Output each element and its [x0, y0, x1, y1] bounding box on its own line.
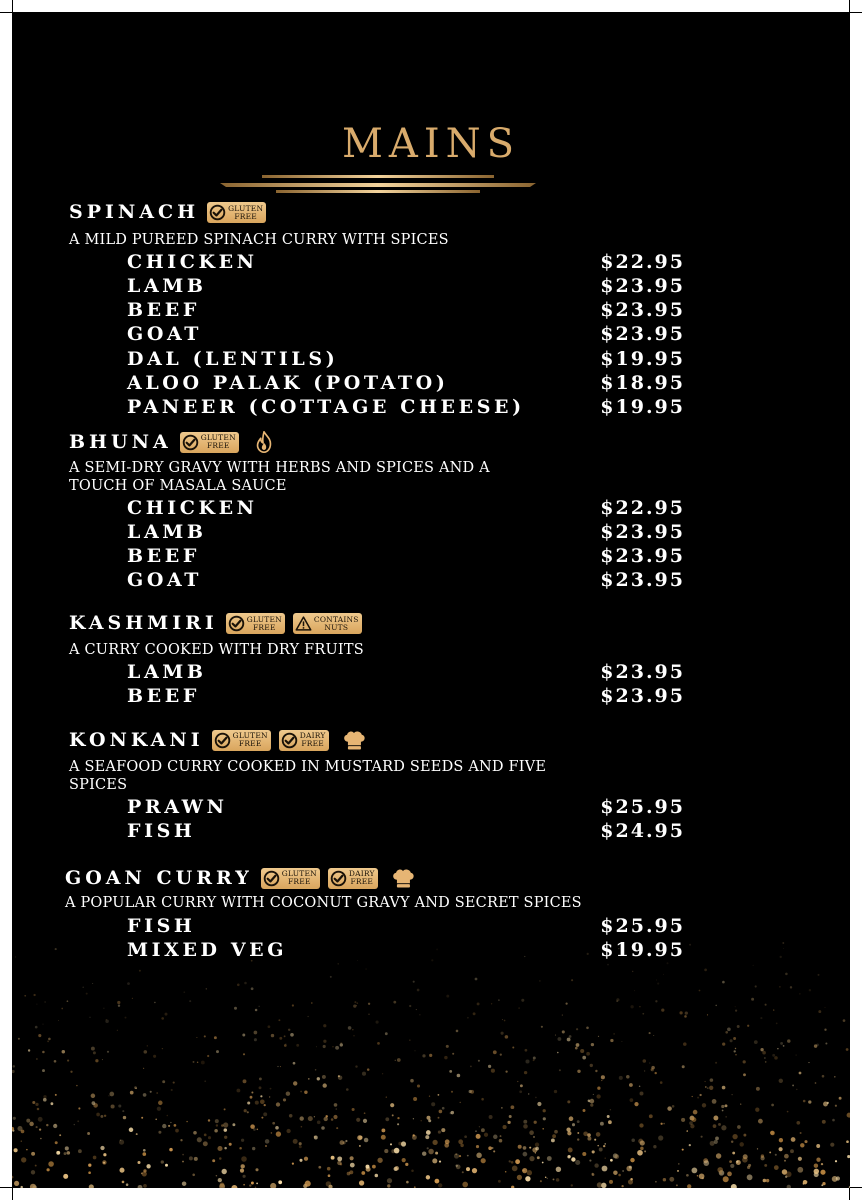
menu-page: [12, 12, 850, 1188]
section-description: A SEAFOOD CURRY COOKED IN MUSTARD SEEDS AND FIVE SPICES: [69, 759, 547, 793]
dairy-free-badge: [279, 730, 329, 751]
item-name: FISH: [127, 819, 196, 842]
section-header: [69, 202, 266, 223]
check-icon: [182, 434, 199, 451]
item-price: $23.95: [600, 323, 685, 346]
badge-label: CONTAINS NUTS: [313, 614, 359, 632]
item-name: MIXED VEG: [127, 938, 288, 961]
item-price: $23.95: [600, 299, 685, 322]
flame-icon: [251, 430, 277, 454]
menu-item: [127, 914, 685, 938]
contains-nuts-badge: [293, 613, 362, 634]
item-price: $25.95: [600, 914, 685, 937]
dairy-free-badge: [328, 868, 378, 889]
item-name: PRAWN: [127, 795, 228, 818]
check-icon: [228, 615, 245, 632]
item-name: BEEF: [127, 684, 200, 707]
section-title: KASHMIRI: [69, 612, 218, 634]
gluten-free-badge: [226, 613, 285, 634]
item-name: LAMB: [127, 274, 207, 297]
item-name: LAMB: [127, 660, 207, 683]
menu-item: [127, 684, 685, 708]
item-name: GOAT: [127, 569, 203, 592]
badge-label: GLUTEN FREE: [246, 614, 282, 632]
item-name: CHICKEN: [127, 496, 258, 519]
menu-item: [127, 520, 685, 544]
menu-item: [127, 795, 685, 819]
gluten-free-badge: [180, 432, 239, 453]
badge-label: GLUTEN FREE: [228, 203, 264, 221]
item-price: $22.95: [600, 250, 685, 273]
badge-label: DAIRY FREE: [299, 731, 326, 748]
warning-icon: [295, 615, 312, 632]
gluten-free-badge: [261, 868, 320, 889]
gold-sparkle-decoration: [12, 938, 850, 1188]
section-title: KONKANI: [69, 728, 204, 751]
item-name: LAMB: [127, 520, 207, 543]
menu-item: [127, 274, 685, 298]
item-price: $24.95: [600, 819, 685, 842]
badge-label: GLUTEN FREE: [281, 869, 317, 886]
check-icon: [214, 732, 231, 749]
menu-item: [127, 372, 685, 396]
menu-item: [127, 250, 685, 274]
badge-label: DAIRY FREE: [348, 869, 375, 886]
check-icon: [330, 870, 347, 887]
menu-item: [127, 819, 685, 843]
gluten-free-badge: [207, 202, 266, 223]
item-price: $25.95: [600, 795, 685, 818]
menu-item: [127, 347, 685, 371]
item-name: PANEER (COTTAGE CHEESE): [127, 396, 525, 419]
menu-item: [127, 396, 685, 420]
badge-label: GLUTEN FREE: [200, 433, 236, 450]
title-underline-ornament: [220, 175, 536, 197]
item-price: $23.95: [600, 684, 685, 707]
item-price: $18.95: [600, 372, 685, 394]
check-icon: [281, 732, 298, 749]
item-name: ALOO PALAK (POTATO): [127, 372, 449, 394]
section-description: A POPULAR CURRY WITH COCONUT GRAVY AND SECRET SPICES: [65, 895, 582, 911]
section-title: GOAN CURRY: [65, 866, 253, 889]
chef-hat-icon: [341, 728, 367, 752]
section-header: [69, 430, 277, 454]
gluten-free-badge: [212, 730, 271, 751]
item-price: $23.95: [600, 660, 685, 683]
section-description: A SEMI-DRY GRAVY WITH HERBS AND SPICES AND A TOUCH OF MASALA SAUCE: [69, 460, 490, 494]
menu-item: [127, 323, 685, 347]
menu-item: [127, 660, 685, 684]
menu-item: [127, 496, 685, 520]
item-price: $19.95: [600, 347, 685, 370]
item-price: $23.95: [600, 569, 685, 592]
chef-hat-icon: [390, 866, 416, 890]
section-description: A CURRY COOKED WITH DRY FRUITS: [69, 642, 364, 658]
section-title: SPINACH: [69, 201, 200, 223]
badge-label: GLUTEN FREE: [232, 731, 268, 748]
page-title: MAINS: [341, 121, 521, 167]
section-header: [65, 866, 416, 890]
menu-item: [127, 569, 685, 593]
item-name: BEEF: [127, 299, 200, 322]
check-icon: [263, 870, 280, 887]
item-price: $19.95: [600, 396, 685, 419]
item-name: BEEF: [127, 545, 200, 568]
item-name: CHICKEN: [127, 250, 258, 273]
item-price: $23.95: [600, 520, 685, 543]
section-description: A MILD PUREED SPINACH CURRY WITH SPICES: [69, 232, 449, 248]
item-price: $19.95: [600, 938, 685, 961]
check-icon: [209, 204, 226, 221]
item-name: DAL (LENTILS): [127, 347, 339, 370]
section-title: BHUNA: [69, 430, 172, 453]
menu-item: [127, 545, 685, 569]
section-header: [69, 613, 362, 634]
section-header: [69, 728, 367, 752]
item-price: $23.95: [600, 545, 685, 568]
item-name: GOAT: [127, 323, 203, 346]
item-price: $22.95: [600, 496, 685, 519]
menu-item: [127, 299, 685, 323]
item-name: FISH: [127, 914, 196, 937]
item-price: $23.95: [600, 274, 685, 297]
